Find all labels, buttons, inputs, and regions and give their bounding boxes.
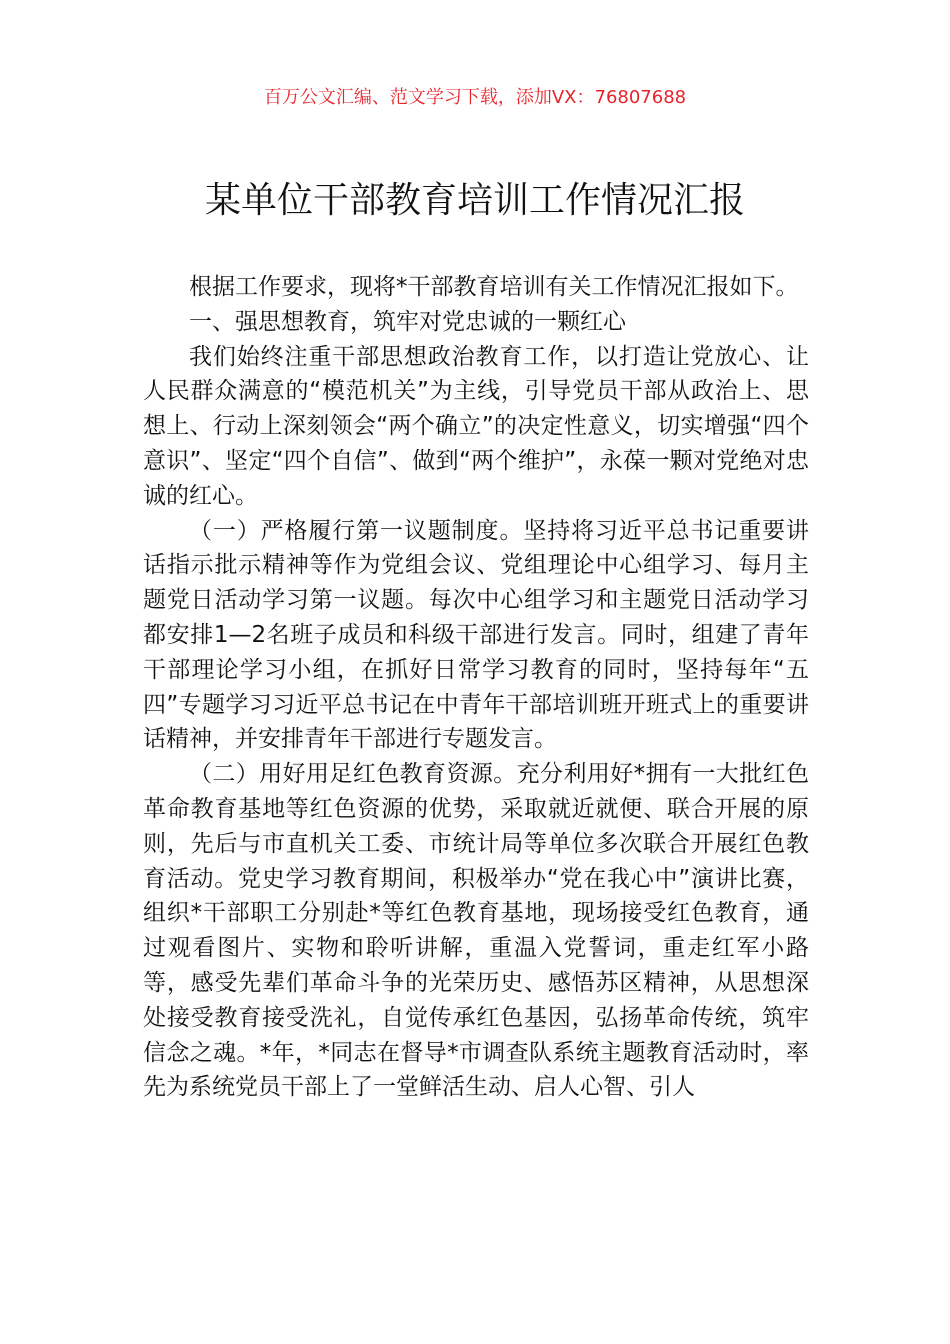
paragraph-item-1: （一）严格履行第一议题制度。坚持将习近平总书记重要讲话指示批示精神等作为党组会议、党组理论中心组学习、每月主题党日活动学习第一议题。每次中心组学习和主题党日活动学习都安排1—2名班子成员和科级干部进行发言。同时，组建了青年干部理论学习小组，在抓好日常学习教育的同时，坚持每年“五四”专题学习习近平总书记在中青年干部培训班开班式上的重要讲话精神，并安排青年干部进行专题发言。 [143, 517, 809, 753]
document-body [143, 270, 809, 1105]
paragraph-intro: 根据工作要求，现将*干部教育培训有关工作情况汇报如下。 [189, 274, 799, 300]
paragraph-section-1: 我们始终注重干部思想政治教育工作，以打造让党放心、让人民群众满意的“模范机关”为主线，引导党员干部从政治上、思想上、行动上深刻领会“两个确立”的决定性意义，切实增强“四个意识”、坚定“四个自信”、做到“两个维护”，永葆一颗对党绝对忠诚的红心。 [143, 343, 809, 509]
document-title: 某单位干部教育培训工作情况汇报 [204, 180, 745, 221]
section-heading-1: 一、强思想教育，筑牢对党忠诚的一颗红心 [189, 308, 626, 335]
paragraph-item-2: （二）用好用足红色教育资源。充分利用好*拥有一大批红色革命教育基地等红色资源的优势，采取就近就便、联合开展的原则，先后与市直机关工委、市统计局等单位多次联合开展红色教育活动。党史学习教育期间，积极举办“党在我心中”演讲比赛，组织*干部职工分别赴*等红色教育基地，现场接受红色教育，通过观看图片、实物和聆听讲解，重温入党誓词，重走红军小路等，感受先辈们革命斗争的光荣历史、感悟苏区精神，从思想深处接受教育接受洗礼，自觉传承红色基因，弘扬革命传统，筑牢信念之魂。*年，*同志在督导*市调查队系统主题教育活动时，率先为系统党员干部上了一堂鲜活生动、启人心智、引人 [143, 761, 809, 1101]
header-note: 百万公文汇编、范文学习下载，添加VX：76807688 [263, 87, 687, 108]
